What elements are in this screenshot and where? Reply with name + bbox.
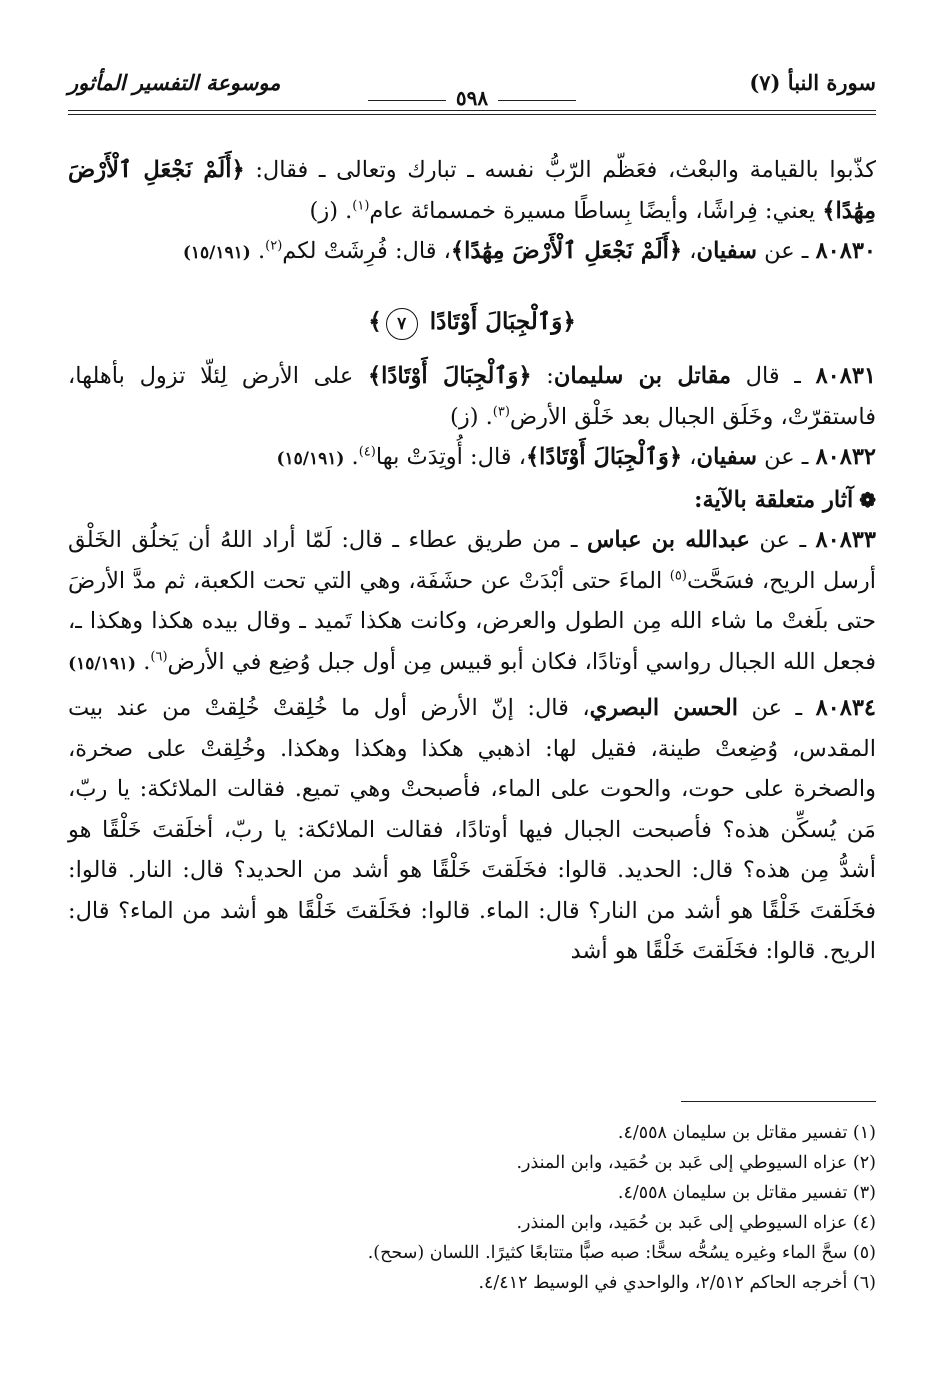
narration-number: ٨٠٨٣٢ xyxy=(815,444,876,470)
footnote-ref[interactable]: (٢) xyxy=(265,238,283,254)
footnote-2: (٢) عزاه السيوطي إلى عَبد بن حُمَيد، وابن المنذر. xyxy=(516,1153,876,1173)
narrator-name: الحسن البصري xyxy=(589,695,739,721)
footnote-3: (٣) تفسير مقاتل بن سليمان ٤/٥٥٨. xyxy=(617,1183,876,1203)
book-title: موسوعة التفسير المأثور xyxy=(68,70,281,95)
volume-reference: (١٥/١٩١) xyxy=(68,653,137,674)
footnote-5: (٥) سحَّ الماء وغيره يسُحُّه سحًّا: صبه صبًّا متتابعًا كثيرًا. اللسان (سحح). xyxy=(367,1243,876,1263)
quran-quote: ﴿وَٱلْجِبَالَ أَوْتَادًا﴾ xyxy=(367,363,532,389)
footnote-1: (١) تفسير مقاتل بن سليمان ٤/٥٥٨. xyxy=(617,1123,876,1143)
narrator-name: مقاتل بن سليمان xyxy=(553,363,732,389)
running-header xyxy=(68,70,876,110)
quran-quote: ﴿وَٱلْجِبَالَ أَوْتَادًا﴾ xyxy=(525,444,683,470)
narration-80833: ٨٠٨٣٣ ـ عن عبدالله بن عباس ـ من طريق عطاء ـ قال: لَمّا أراد اللهُ أن يَخلُق الخَلْق أرسل الريح، فسَحَّت$^{(٥)}$ الماءَ حتى أبْدَتْ عن حشَفَة، وهي التي تحت الكعبة، ثم مدَّ الأرضَ حتى بلَغتْ ما شاء الله مِن الطول والعرض، وكانت هكذا تَميد ـ وقال بيده هكذا وهكذا ـ، فجعل الله الجبال رواسي أوتادًا، فكان أبو قبيس مِن أول جبل وُضِع في الأرض$^{(٦)}$. (١٥/١٩١) xyxy=(68,527,877,675)
footnote-ref[interactable]: (١) xyxy=(352,198,370,213)
verse-heading: ﴿وَٱلْجِبَالَ أَوْتَادًا ٧﴾ xyxy=(68,302,876,343)
page-number: ٥٩٨ xyxy=(446,86,498,110)
narration-80834: ٨٠٨٣٤ ـ عن الحسن البصري، قال: إنّ الأرض أول ما خُلِقتْ خُلِقتْ من عند بيت المقدس، وُضِعتْ طينة، فقيل لها: اذهبي هكذا وهكذا وهكذا. وخُلِقتْ على صخرة، والصخرة على حوت، والحوت على الماء، فأصبحتْ وهي تميع. فقالت الملائكة: يا ربّ، مَن يُسكِّن هذه؟ فأصبحت الجبال فيها أوتادًا، فقالت الملائكة: يا ربّ، أخلَقتَ خَلْقًا هو أشدُّ مِن هذه؟ قال: الحديد. قالوا: فخَلَقتَ خَلْقًا هو أشد من الحديد؟ قال: النار. قالوا: فخَلَقتَ خَلْقًا هو أشد من النار؟ قال: الماء. قالوا: فخَلَقتَ خَلْقًا هو أشد من الماء؟ قال: الريح. قالوا: فخَلَقتَ خَلْقًا هو أشد xyxy=(68,695,876,964)
footnote-divider xyxy=(681,1101,876,1102)
surah-header: سورة النبأ (٧) xyxy=(749,70,876,95)
narrator-name: سفيان xyxy=(696,444,757,470)
quran-quote: ﴿أَلَمْ نَجْعَلِ ٱلْأَرْضَ مِهَٰدًا﴾ xyxy=(68,157,876,224)
page xyxy=(68,70,877,1293)
main-text xyxy=(68,150,876,972)
paragraph-continuation: كذّبوا بالقيامة والبعْث، فعَظّم الرّبُّ نفسه ـ تبارك وتعالى ـ فقال: ﴿أَلَمْ نَجْعَلِ ٱلْأَرْضَ مِهَٰدًا﴾ يعني: فِراشًا، وأيضًا بِساطًا مسيرة خمسمائة عام$^{(١)}$. (ز) xyxy=(68,157,877,224)
narration-80832: ٨٠٨٣٢ ـ عن سفيان، ﴿وَٱلْجِبَالَ أَوْتَادًا﴾، قال: أُوتِدَتْ بها$^{(٤)}$. (١٥/١٩١) xyxy=(276,444,876,470)
narration-number: ٨٠٨٣٣ xyxy=(815,527,876,553)
header-rule xyxy=(68,110,876,111)
footnote-ref[interactable]: (٤) xyxy=(358,444,376,460)
narration-number: ٨٠٨٣١ xyxy=(815,363,876,389)
narration-number: ٨٠٨٣٤ xyxy=(815,695,876,721)
narration-80830: ٨٠٨٣٠ ـ عن سفيان، ﴿أَلَمْ نَجْعَلِ ٱلْأَرْضَ مِهَٰدًا﴾، قال: فُرِشَتْ لكم$^{(٢)}$. (١٥/١٩١) xyxy=(182,238,876,264)
footnote-6: (٦) أخرجه الحاكم ٢/٥١٢، والواحدي في الوسيط ٤/٤١٢. xyxy=(478,1273,876,1293)
footnote-4: (٤) عزاه السيوطي إلى عَبد بن حُمَيد، وابن المنذر. xyxy=(516,1213,876,1233)
section-heading: ❁آثار متعلقة بالآية: xyxy=(694,486,876,513)
footnote-ref[interactable]: (٥) xyxy=(669,568,687,583)
narration-number: ٨٠٨٣٠ xyxy=(815,238,876,264)
volume-reference: (١٥/١٩١) xyxy=(276,449,345,469)
footnotes xyxy=(68,1118,876,1298)
flower-icon: ❁ xyxy=(859,487,876,512)
header-rule-double xyxy=(68,114,876,115)
narrator-name: عبدالله بن عباس xyxy=(586,527,750,553)
volume-reference: (١٥/١٩١) xyxy=(182,243,251,263)
narration-80831: ٨٠٨٣١ ـ قال مقاتل بن سليمان: ﴿وَٱلْجِبَالَ أَوْتَادًا﴾ على الأرض لِئلّا تزول بأهلها، فاستقرّتْ، وخَلَق الجبال بعد خَلْق الأرض$^{(٣)}$. (ز) xyxy=(68,363,876,430)
quran-quote: ﴿أَلَمْ نَجْعَلِ ٱلْأَرْضَ مِهَٰدًا﴾ xyxy=(450,238,683,264)
footnote-ref[interactable]: (٣) xyxy=(492,404,510,419)
footnote-ref[interactable]: (٦) xyxy=(150,649,168,664)
narrator-name: سفيان xyxy=(696,238,757,264)
verse-number-icon: ٧ xyxy=(386,308,418,340)
